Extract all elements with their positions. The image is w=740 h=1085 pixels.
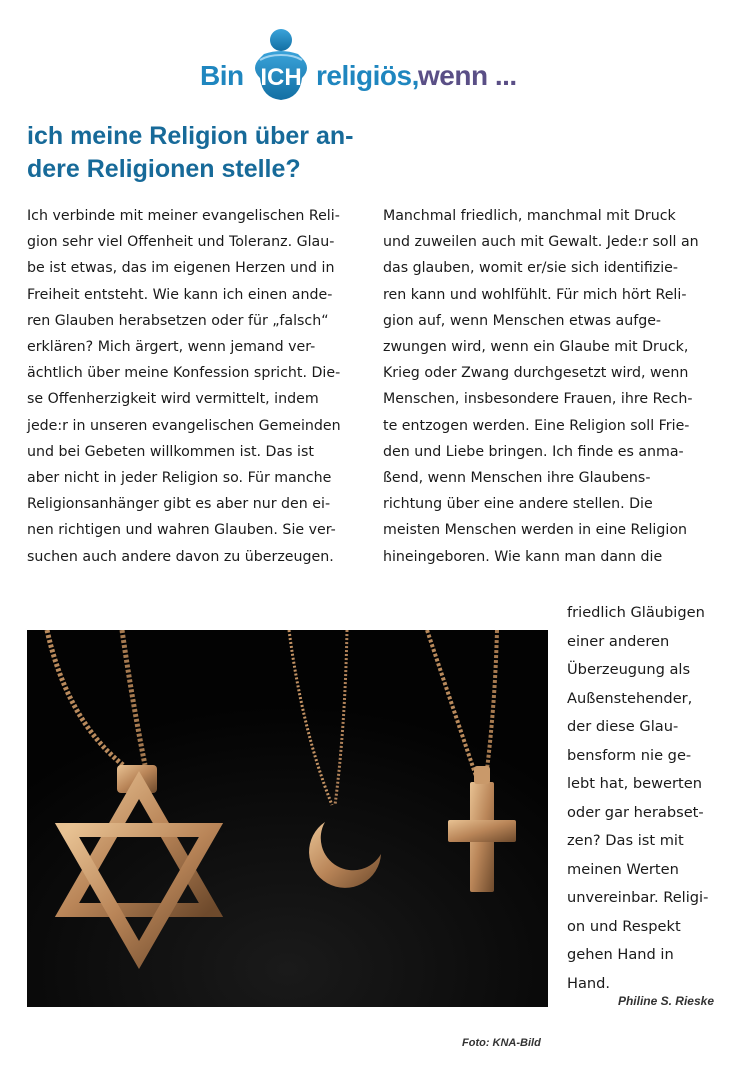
body-column-2 [383,203,718,570]
text-line: unvereinbar. Religi- [567,889,709,906]
text-line: aber nicht in jeder Religion so. Für manche [27,470,332,487]
text-line: be ist etwas, das im eigenen Herzen und in [27,260,335,277]
text-line: ren kann und wohlfühlt. Für mich hört Reli- [383,286,687,303]
body-column-1 [27,203,372,570]
headline [27,120,387,186]
text-line: hineingeboren. Wie kann man dann die [383,548,663,565]
text-line: meisten Menschen werden in eine Religion [383,522,687,539]
text-line: erklären? Mich ärgert, wenn jemand ver- [27,339,316,356]
text-line: ßend, wenn Menschen ihre Glaubens- [383,470,651,487]
text-line: bensform nie ge- [567,746,692,764]
text-line: nen richtigen und wahren Glauben. Sie ver- [27,522,336,539]
text-line: richtung über eine andere stellen. Die [383,496,653,513]
text-line: on und Respekt [567,917,681,935]
text-line: Manchmal friedlich, manchmal mit Druck [383,208,676,224]
text-line: der diese Glau- [567,718,679,735]
text-line: Überzeugung als [567,661,691,678]
text-line: Außenstehender, [567,689,693,707]
text-line: ren Glauben herabsetzen oder für „falsch“ [27,312,329,329]
author-name: Philine S. Rieske [617,994,714,1008]
text-line: Krieg oder Zwang durchgesetzt wird, wenn [383,365,689,382]
text-line: Religionsanhänger gibt es aber nur den ei- [27,496,331,513]
text-line: friedlich Gläubigen [567,604,705,621]
text-line: zwungen wird, wenn ein Glaube mit Druck, [383,339,689,356]
text-line: gehen Hand in [567,946,674,963]
text-line: se Offenherzigkeit wird vermittelt, indem [27,391,319,408]
text-line: gion sehr viel Offenheit und Toleranz. Glau- [27,234,335,251]
text-line: meinen Werten [567,860,679,878]
text-line: jede:r in unseren evangelischen Gemeinden [27,417,341,434]
text-line: te entzogen werden. Eine Religion soll Frie- [383,417,690,434]
person-badge-icon [250,28,312,102]
text-line: Hand. [567,974,611,992]
photo-credit: Foto: KNA-Bild [462,1037,541,1049]
text-line: gion auf, wenn Menschen etwas aufge- [383,312,662,329]
logo-word-ich: ICH [260,64,302,91]
text-line: ächtlich über meine Konfession spricht. Die- [27,365,341,382]
logo-word-bin: Bin [200,60,244,91]
text-line: Ich verbinde mit meiner evangelischen Reli- [27,208,340,224]
body-column-3 [567,599,727,998]
text-line: und bei Gebeten willkommen ist. Das ist [27,443,314,460]
logo-word-wenn: wenn ... [418,60,517,91]
text-line: oder gar herabset- [567,803,704,821]
text-line: lebt hat, bewerten [567,775,702,792]
text-line: Freiheit entsteht. Wie kann ich einen ande- [27,286,333,303]
text-line: zen? Das ist mit [567,832,684,849]
text-line: einer anderen [567,632,670,650]
text-line: suchen auch andere davon zu überzeugen. [27,548,334,565]
text-line: Menschen, insbesondere Frauen, ihre Rech- [383,391,693,408]
headline-line-1: ich meine Religion über an- [27,122,354,150]
text-line: den und Liebe bringen. Ich finde es anma- [383,443,684,460]
text-line: das glauben, womit er/sie sich identifizie- [383,260,678,277]
pendants-photo [27,630,548,1007]
text-line: und zuweilen auch mit Gewalt. Jede:r soll an [383,234,699,251]
headline-line-2: dere Religionen stelle? [27,155,301,183]
logo [200,28,545,106]
logo-word-religioes: religiös, [316,60,419,91]
